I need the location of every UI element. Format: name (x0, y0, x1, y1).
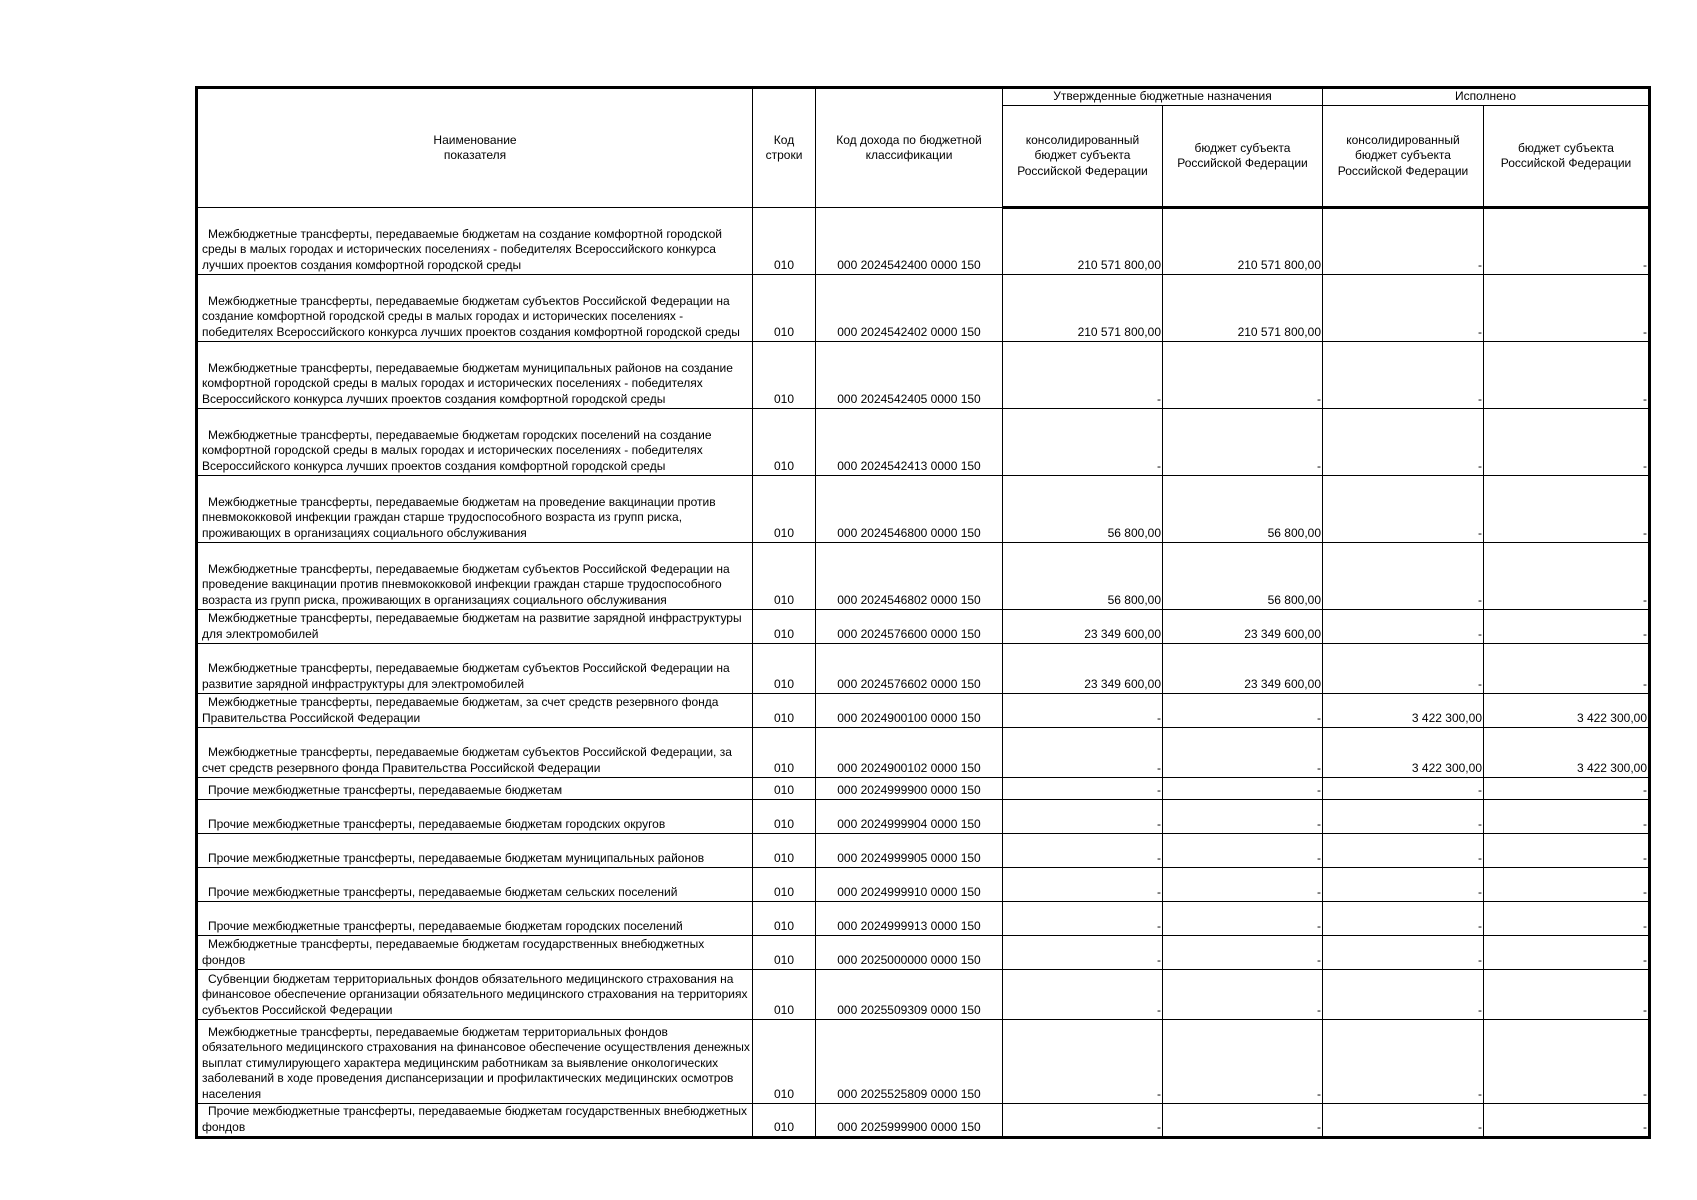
row-executed-subject-cell: - (1484, 970, 1650, 1020)
row-income-code-cell: 000 2025999900 0000 150 (816, 1104, 1003, 1138)
row-line-code-cell: 010 (753, 728, 816, 778)
row-executed-subject-cell: - (1484, 409, 1650, 476)
table-row (197, 409, 1650, 476)
row-executed-subject-cell: - (1484, 936, 1650, 970)
row-name-cell: Межбюджетные трансферты, передаваемые бюджетам на проведение вакцинации против пневмококковой инфекции граждан старше трудоспособного возраста из групп риска, проживающих в организациях социального обслуживания (197, 476, 753, 543)
row-income-code-cell: 000 2024542413 0000 150 (816, 409, 1003, 476)
row-name-cell: Межбюджетные трансферты, передаваемые бюджетам на создание комфортной городской среды в малых городах и исторических поселениях - победителях Всероссийского конкурса лучших проектов создания комфортной городской среды (197, 208, 753, 275)
header-line-code: Код строки (753, 88, 816, 208)
header-executed-subject: бюджет субъекта Российской Федерации (1484, 106, 1650, 208)
row-line-code-cell: 010 (753, 694, 816, 728)
row-name-cell: Межбюджетные трансферты, передаваемые бюджетам субъектов Российской Федерации на создание комфортной городской среды в малых городах и исторических поселениях - победителях Всероссийского конкурса лучших проектов создания комфортной городской среды (197, 275, 753, 342)
row-name-cell: Прочие межбюджетные трансферты, передаваемые бюджетам сельских поселений (197, 868, 753, 902)
row-executed-subject-cell: 3 422 300,00 (1484, 728, 1650, 778)
row-name-cell: Межбюджетные трансферты, передаваемые бюджетам муниципальных районов на создание комфортной городской среды в малых городах и исторических поселениях - победителях Всероссийского конкурса лучших проектов создания комфортной городской среды (197, 342, 753, 409)
header-executed-consolidated: консолидированный бюджет субъекта Российской Федерации (1323, 106, 1484, 208)
row-approved-subject-cell: 210 571 800,00 (1163, 275, 1323, 342)
row-executed-subject-cell: - (1484, 1020, 1650, 1104)
table-row (197, 694, 1650, 728)
row-approved-consolidated-cell: - (1003, 409, 1163, 476)
row-approved-consolidated-cell: - (1003, 342, 1163, 409)
row-income-code-cell: 000 2024999910 0000 150 (816, 868, 1003, 902)
row-approved-subject-cell: - (1163, 694, 1323, 728)
row-line-code-cell: 010 (753, 902, 816, 936)
row-income-code-cell: 000 2024999900 0000 150 (816, 778, 1003, 800)
header-income-code: Код дохода по бюджетной классификации (816, 88, 1003, 208)
row-executed-subject-cell: - (1484, 1104, 1650, 1138)
row-line-code-cell: 010 (753, 800, 816, 834)
row-executed-consolidated-cell: - (1323, 778, 1484, 800)
row-executed-subject-cell: 3 422 300,00 (1484, 694, 1650, 728)
row-approved-consolidated-cell: - (1003, 1020, 1163, 1104)
budget-report-table (195, 86, 1651, 1139)
row-approved-subject-cell: - (1163, 902, 1323, 936)
header-name: Наименование показателя (197, 88, 753, 208)
row-approved-consolidated-cell: - (1003, 902, 1163, 936)
row-executed-consolidated-cell: 3 422 300,00 (1323, 728, 1484, 778)
row-approved-subject-cell: 210 571 800,00 (1163, 208, 1323, 275)
row-executed-subject-cell: - (1484, 476, 1650, 543)
row-executed-consolidated-cell: - (1323, 868, 1484, 902)
row-income-code-cell: 000 2024900102 0000 150 (816, 728, 1003, 778)
row-executed-subject-cell: - (1484, 868, 1650, 902)
row-approved-subject-cell: - (1163, 1104, 1323, 1138)
table-row (197, 1104, 1650, 1138)
row-income-code-cell: 000 2024546800 0000 150 (816, 476, 1003, 543)
row-executed-consolidated-cell: - (1323, 800, 1484, 834)
row-line-code-cell: 010 (753, 778, 816, 800)
row-approved-subject-cell: 23 349 600,00 (1163, 644, 1323, 694)
row-line-code-cell: 010 (753, 1104, 816, 1138)
table-row (197, 834, 1650, 868)
row-approved-subject-cell: - (1163, 409, 1323, 476)
table-row (197, 1020, 1650, 1104)
row-executed-consolidated-cell: - (1323, 1020, 1484, 1104)
row-executed-consolidated-cell: - (1323, 936, 1484, 970)
header-approved-consolidated: консолидированный бюджет субъекта Российской Федерации (1003, 106, 1163, 208)
row-executed-subject-cell: - (1484, 778, 1650, 800)
table-row (197, 902, 1650, 936)
header-approved-subject: бюджет субъекта Российской Федерации (1163, 106, 1323, 208)
row-line-code-cell: 010 (753, 275, 816, 342)
row-line-code-cell: 010 (753, 644, 816, 694)
row-approved-consolidated-cell: - (1003, 936, 1163, 970)
row-approved-consolidated-cell: 56 800,00 (1003, 543, 1163, 610)
row-executed-subject-cell: - (1484, 800, 1650, 834)
row-line-code-cell: 010 (753, 543, 816, 610)
table-row (197, 970, 1650, 1020)
row-income-code-cell: 000 2024542402 0000 150 (816, 275, 1003, 342)
table-row (197, 800, 1650, 834)
row-line-code-cell: 010 (753, 936, 816, 970)
table-row (197, 644, 1650, 694)
row-approved-consolidated-cell: 23 349 600,00 (1003, 644, 1163, 694)
header-executed-group: Исполнено (1323, 88, 1650, 106)
row-executed-subject-cell: - (1484, 902, 1650, 936)
table-row (197, 868, 1650, 902)
row-line-code-cell: 010 (753, 208, 816, 275)
row-approved-subject-cell: - (1163, 834, 1323, 868)
row-line-code-cell: 010 (753, 476, 816, 543)
row-income-code-cell: 000 2024900100 0000 150 (816, 694, 1003, 728)
row-name-cell: Межбюджетные трансферты, передаваемые бюджетам субъектов Российской Федерации, за счет средств резервного фонда Правительства Российской Федерации (197, 728, 753, 778)
row-income-code-cell: 000 2024999904 0000 150 (816, 800, 1003, 834)
row-approved-consolidated-cell: - (1003, 778, 1163, 800)
table-row (197, 476, 1650, 543)
row-income-code-cell: 000 2024576600 0000 150 (816, 610, 1003, 644)
table-header (197, 88, 1650, 208)
row-executed-subject-cell: - (1484, 834, 1650, 868)
row-executed-consolidated-cell: - (1323, 543, 1484, 610)
table-row (197, 778, 1650, 800)
row-executed-consolidated-cell: - (1323, 275, 1484, 342)
row-approved-consolidated-cell: - (1003, 694, 1163, 728)
row-executed-consolidated-cell: - (1323, 342, 1484, 409)
row-approved-subject-cell: - (1163, 936, 1323, 970)
row-line-code-cell: 010 (753, 1020, 816, 1104)
row-approved-consolidated-cell: - (1003, 970, 1163, 1020)
table-row (197, 543, 1650, 610)
row-executed-subject-cell: - (1484, 275, 1650, 342)
row-approved-subject-cell: - (1163, 970, 1323, 1020)
row-executed-consolidated-cell: - (1323, 476, 1484, 543)
row-name-cell: Межбюджетные трансферты, передаваемые бюджетам на развитие зарядной инфраструктуры для электромобилей (197, 610, 753, 644)
table-row (197, 728, 1650, 778)
row-approved-subject-cell: - (1163, 868, 1323, 902)
row-approved-consolidated-cell: 56 800,00 (1003, 476, 1163, 543)
row-income-code-cell: 000 2025525809 0000 150 (816, 1020, 1003, 1104)
row-line-code-cell: 010 (753, 868, 816, 902)
row-line-code-cell: 010 (753, 409, 816, 476)
row-approved-subject-cell: - (1163, 1020, 1323, 1104)
row-name-cell: Прочие межбюджетные трансферты, передаваемые бюджетам муниципальных районов (197, 834, 753, 868)
row-executed-subject-cell: - (1484, 342, 1650, 409)
row-line-code-cell: 010 (753, 970, 816, 1020)
row-executed-consolidated-cell: - (1323, 409, 1484, 476)
table-row (197, 208, 1650, 275)
row-income-code-cell: 000 2024576602 0000 150 (816, 644, 1003, 694)
row-executed-consolidated-cell: - (1323, 610, 1484, 644)
row-executed-consolidated-cell: - (1323, 644, 1484, 694)
row-executed-consolidated-cell: - (1323, 902, 1484, 936)
row-executed-consolidated-cell: - (1323, 970, 1484, 1020)
row-approved-consolidated-cell: - (1003, 868, 1163, 902)
row-name-cell: Межбюджетные трансферты, передаваемые бюджетам, за счет средств резервного фонда Правительства Российской Федерации (197, 694, 753, 728)
table-row (197, 936, 1650, 970)
row-approved-subject-cell: 23 349 600,00 (1163, 610, 1323, 644)
row-name-cell: Субвенции бюджетам территориальных фондов обязательного медицинского страхования на финансовое обеспечение организации обязательного медицинского страхования на территориях субъектов Российской Федерации (197, 970, 753, 1020)
row-name-cell: Межбюджетные трансферты, передаваемые бюджетам субъектов Российской Федерации на развитие зарядной инфраструктуры для электромобилей (197, 644, 753, 694)
row-name-cell: Прочие межбюджетные трансферты, передаваемые бюджетам (197, 778, 753, 800)
row-executed-consolidated-cell: - (1323, 208, 1484, 275)
row-executed-subject-cell: - (1484, 644, 1650, 694)
row-income-code-cell: 000 2025000000 0000 150 (816, 936, 1003, 970)
row-name-cell: Прочие межбюджетные трансферты, передаваемые бюджетам городских поселений (197, 902, 753, 936)
row-approved-subject-cell: 56 800,00 (1163, 476, 1323, 543)
row-approved-consolidated-cell: - (1003, 1104, 1163, 1138)
row-income-code-cell: 000 2024542405 0000 150 (816, 342, 1003, 409)
table-row (197, 342, 1650, 409)
row-line-code-cell: 010 (753, 834, 816, 868)
row-executed-subject-cell: - (1484, 208, 1650, 275)
row-approved-consolidated-cell: - (1003, 728, 1163, 778)
row-income-code-cell: 000 2025509309 0000 150 (816, 970, 1003, 1020)
table-row (197, 275, 1650, 342)
row-approved-consolidated-cell: 210 571 800,00 (1003, 275, 1163, 342)
row-executed-subject-cell: - (1484, 543, 1650, 610)
row-approved-subject-cell: 56 800,00 (1163, 543, 1323, 610)
row-income-code-cell: 000 2024999905 0000 150 (816, 834, 1003, 868)
row-approved-consolidated-cell: - (1003, 800, 1163, 834)
row-line-code-cell: 010 (753, 342, 816, 409)
row-line-code-cell: 010 (753, 610, 816, 644)
row-name-cell: Межбюджетные трансферты, передаваемые бюджетам государственных внебюджетных фондов (197, 936, 753, 970)
row-executed-subject-cell: - (1484, 610, 1650, 644)
row-approved-consolidated-cell: 210 571 800,00 (1003, 208, 1163, 275)
row-approved-consolidated-cell: - (1003, 834, 1163, 868)
row-approved-subject-cell: - (1163, 342, 1323, 409)
row-approved-subject-cell: - (1163, 800, 1323, 834)
row-name-cell: Прочие межбюджетные трансферты, передаваемые бюджетам государственных внебюджетных фондов (197, 1104, 753, 1138)
row-approved-subject-cell: - (1163, 728, 1323, 778)
row-name-cell: Межбюджетные трансферты, передаваемые бюджетам территориальных фондов обязательного медицинского страхования на финансовое обеспечение осуществления денежных выплат стимулирующего характера медицинским работникам за выявление онкологических заболеваний в ходе проведения диспансеризации и профилактических медицинских осмотров населения (197, 1020, 753, 1104)
row-income-code-cell: 000 2024999913 0000 150 (816, 902, 1003, 936)
row-executed-consolidated-cell: 3 422 300,00 (1323, 694, 1484, 728)
row-executed-consolidated-cell: - (1323, 1104, 1484, 1138)
row-name-cell: Прочие межбюджетные трансферты, передаваемые бюджетам городских округов (197, 800, 753, 834)
row-income-code-cell: 000 2024546802 0000 150 (816, 543, 1003, 610)
row-approved-consolidated-cell: 23 349 600,00 (1003, 610, 1163, 644)
row-executed-consolidated-cell: - (1323, 834, 1484, 868)
row-name-cell: Межбюджетные трансферты, передаваемые бюджетам городских поселений на создание комфортной городской среды в малых городах и исторических поселениях - победителях Всероссийского конкурса лучших проектов создания комфортной городской среды (197, 409, 753, 476)
table-row (197, 610, 1650, 644)
row-name-cell: Межбюджетные трансферты, передаваемые бюджетам субъектов Российской Федерации на проведение вакцинации против пневмококковой инфекции граждан старше трудоспособного возраста из групп риска, проживающих в организациях социального обслуживания (197, 543, 753, 610)
header-approved-group: Утвержденные бюджетные назначения (1003, 88, 1323, 106)
table-body (197, 208, 1650, 1138)
row-approved-subject-cell: - (1163, 778, 1323, 800)
row-income-code-cell: 000 2024542400 0000 150 (816, 208, 1003, 275)
